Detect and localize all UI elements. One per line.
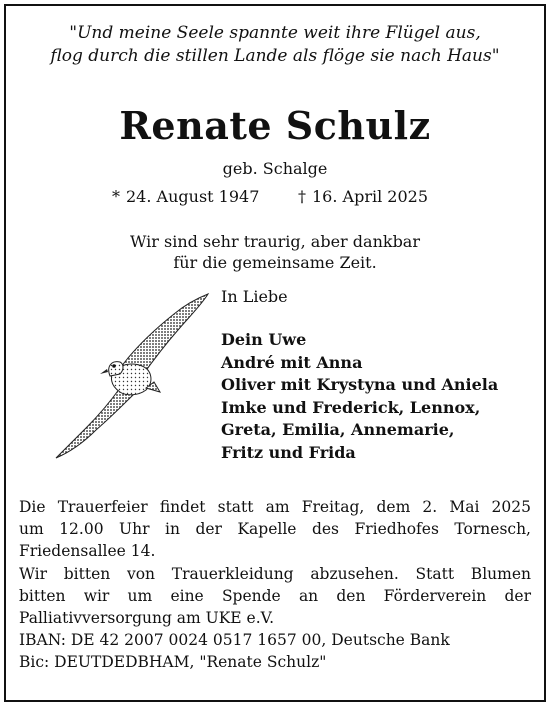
family-member: Oliver mit Krystyna und Aniela xyxy=(221,375,499,395)
deceased-name: Renate Schulz xyxy=(119,103,431,148)
grief-message-line: Wir sind sehr traurig, aber dankbar xyxy=(130,232,420,251)
family-member: Fritz und Frida xyxy=(221,442,356,462)
life-dates xyxy=(112,185,472,209)
details-line: Palliativversorgung am UKE e.V. xyxy=(19,609,275,628)
death-date: 16. April 2025 xyxy=(312,187,429,206)
grief-message xyxy=(0,231,550,273)
verse-line: "Und meine Seele spannte weit ihre Flügel aus, xyxy=(69,23,481,43)
birth-date: 24. August 1947 xyxy=(126,187,260,206)
bank-iban: IBAN: DE 42 2007 0024 0517 1657 00, Deutsche Bank xyxy=(19,631,450,650)
family-list xyxy=(221,329,498,465)
verse-line: flog durch die stillen Lande als flöge sie nach Haus" xyxy=(50,46,500,66)
family-member: Dein Uwe xyxy=(221,330,307,349)
details-line: Die Trauerfeier findet statt am Freitag, dem 2. Mai 2025 xyxy=(19,498,531,516)
maiden-name: geb. Schalge xyxy=(222,159,328,178)
details-line: bitten wir um eine Spende an den Förderverein der xyxy=(19,586,531,605)
in-love-label: In Liebe xyxy=(221,287,288,306)
verse-quote xyxy=(0,22,550,68)
details-line: um 12.00 Uhr in der Kapelle des Friedhofes Tornesch, xyxy=(19,520,531,539)
birth-date-group xyxy=(112,185,259,209)
death-date-group xyxy=(298,185,428,209)
funeral-details xyxy=(19,496,531,674)
seagull-icon xyxy=(50,292,218,462)
family-member: Greta, Emilia, Annemarie, xyxy=(221,420,455,440)
details-line: Wir bitten von Trauerkleidung abzusehen. Statt Blumen xyxy=(19,564,531,583)
bank-bic: Bic: DEUTDEDBHAM, "Renate Schulz" xyxy=(19,653,327,672)
family-member: André mit Anna xyxy=(221,352,363,372)
grief-message-line: für die gemeinsame Zeit. xyxy=(173,253,377,272)
death-symbol: † xyxy=(298,187,306,206)
birth-symbol: * xyxy=(112,187,120,206)
family-member: Imke und Frederick, Lennox, xyxy=(221,397,481,417)
details-line: Friedensallee 14. xyxy=(19,542,156,561)
